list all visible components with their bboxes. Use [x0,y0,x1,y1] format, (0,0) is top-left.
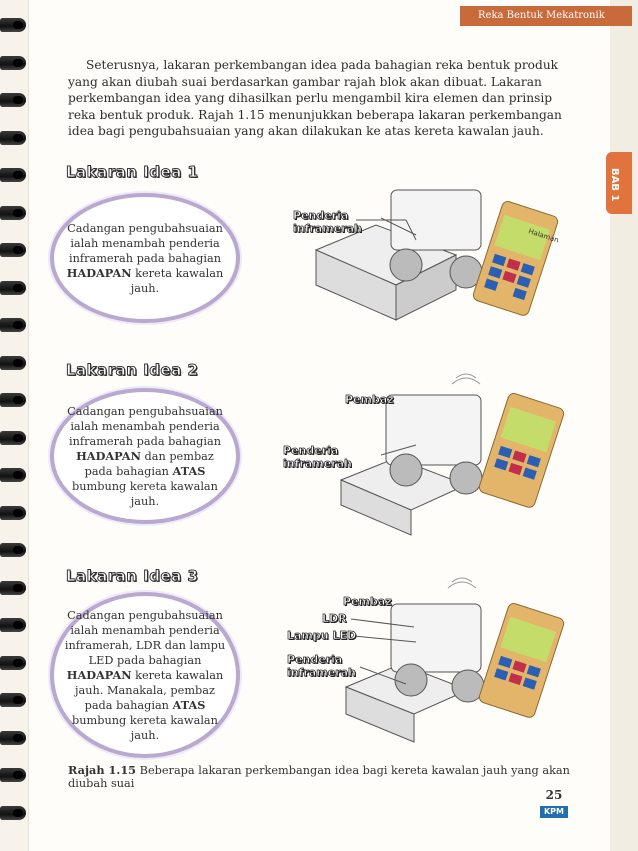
page-edge [610,0,638,851]
spiral-ring [0,206,26,220]
spiral-ring [0,393,26,407]
idea-1-callout-sensor: Penderia inframerah [293,209,362,235]
idea-3-bubble [50,592,240,758]
idea-2-title: Lakaran Idea 2 [66,361,199,379]
figure-caption: Rajah 1.15 Beberapa lakaran perkembangan idea bagi kereta kawalan jauh yang akan diubah suai [68,763,570,790]
phone-screen-label: Halaman [527,227,560,245]
spiral-ring [0,731,26,745]
idea-3-description: Cadangan pengubahsuaian ialah menambah penderia inframerah, LDR dan lampu LED pada bahagian HADAPAN kereta kawalan jauh. Manakala, pembaz pada bahagian ATAS bumbung kereta kawalan jauh. [64,608,226,742]
intro-text: Seterusnya, lakaran perkembangan idea pada bahagian reka bentuk produk yang akan diubah suai berdasarkan gambar rajah blok akan dibuat. Lakaran perkembangan idea yang dihasilkan perlu mengambil kira elemen dan prinsip reka bentuk produk. Rajah 1.15 menunjukkan beberapa lakaran perkembangan idea bagi pengubahsuaian yang akan dilakukan ke atas kereta kawalan jauh. [68,58,562,138]
spiral-ring [0,168,26,182]
page-number-text: 25 [545,788,563,802]
spiral-ring [0,506,26,520]
idea-3-callout-led: Lampu LED [287,629,357,642]
spiral-ring [0,18,26,32]
section-header: Reka Bentuk Mekatronik [460,6,632,26]
idea-2-bubble [50,388,240,524]
idea-1-bubble [50,193,240,323]
idea-3-callout-sensor: Penderia inframerah [287,653,356,679]
page-number [537,786,571,820]
spiral-ring [0,93,26,107]
spiral-ring [0,356,26,370]
intro-paragraph [68,57,568,140]
chapter-tab-label: BAB 1 [609,168,620,202]
spiral-ring [0,693,26,707]
spiral-ring [0,243,26,257]
spiral-ring [0,768,26,782]
spiral-ring [0,656,26,670]
idea-3-title: Lakaran Idea 3 [66,567,199,585]
spiral-ring [0,318,26,332]
spiral-ring [0,431,26,445]
spiral-ring [0,806,26,820]
spiral-ring [0,281,26,295]
spiral-ring [0,56,26,70]
spiral-ring [0,131,26,145]
chapter-tab [606,152,632,214]
idea-1-sketch [256,180,586,340]
idea-2-callout-buzzer: Pembaz [345,393,394,406]
spiral-ring [0,543,26,557]
spiral-binding [0,0,28,851]
idea-3-callout-buzzer: Pembaz [343,595,392,608]
idea-1-description: Cadangan pengubahsuaian ialah menambah penderia inframerah pada bahagian HADAPAN kereta kawalan jauh. [66,221,224,295]
spiral-ring [0,468,26,482]
spiral-ring [0,618,26,632]
idea-2-description: Cadangan pengubahsuaian ialah menambah penderia inframerah pada bahagian HADAPAN dan pembaz pada bahagian ATAS bumbung kereta kawalan jauh. [67,404,223,508]
kpm-badge: KPM [540,806,568,818]
idea-3-callout-ldr: LDR [322,612,347,625]
idea-2-callout-sensor: Penderia inframerah [283,444,352,470]
idea-1-title: Lakaran Idea 1 [66,163,199,181]
spiral-ring [0,581,26,595]
